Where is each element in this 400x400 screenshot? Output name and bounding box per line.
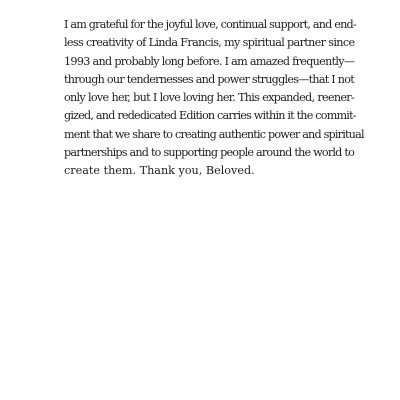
text-line: 1993 and probably long before. I am amazed frequently— (64, 54, 355, 68)
text-line: through our tendernesses and power struggles—that I not (64, 72, 354, 86)
text-line: I am grateful for the joyful love, continual support, and end- (64, 18, 356, 31)
text-line: create them. Thank you, Beloved. (64, 164, 255, 178)
text-line: ment that we share to creating authentic power and spiritual (64, 127, 364, 141)
text-line: only love her, but I love loving her. This expanded, reener- (64, 91, 354, 105)
text-line: gized, and rededicated Edition carries within it the commit- (64, 109, 356, 123)
text-line: less creativity of Linda Francis, my spiritual partner since (64, 36, 355, 50)
dedication-paragraph (64, 16, 364, 181)
text-line: partnerships and to supporting people around the world to (64, 146, 354, 160)
